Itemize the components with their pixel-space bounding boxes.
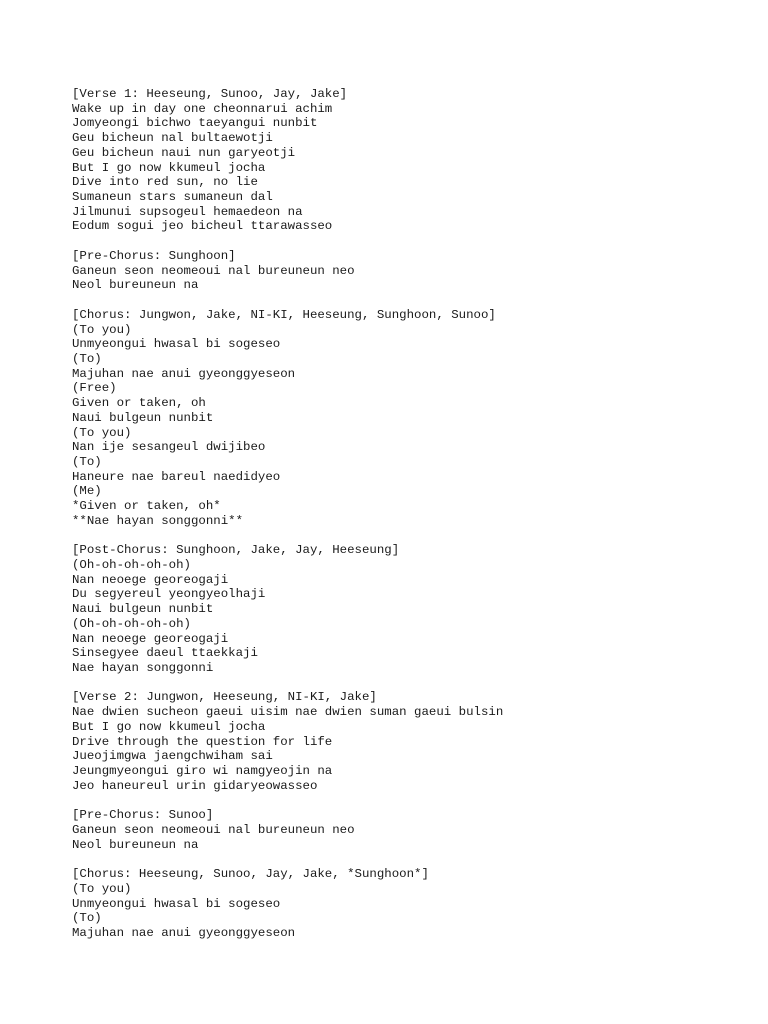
lyric-line: Sumaneun stars sumaneun dal bbox=[72, 190, 273, 205]
lyric-line: Ganeun seon neomeoui nal bureuneun neo bbox=[72, 822, 355, 837]
lyric-line: (Oh-oh-oh-oh-oh) bbox=[72, 558, 191, 572]
section-header: [Verse 1: Heeseung, Sunoo, Jay, Jake] bbox=[72, 87, 348, 101]
lyric-line: (To you) bbox=[72, 881, 132, 896]
lyric-line: Geu bicheun nal bultaewotji bbox=[72, 131, 273, 146]
lyric-line: But I go now kkumeul jocha bbox=[72, 719, 266, 734]
lyrics-section-post-chorus bbox=[72, 543, 752, 675]
lyric-line: Nan ije sesangeul dwijibeo bbox=[72, 440, 266, 455]
lyric-line: Du segyereul yeongyeolhaji bbox=[72, 587, 266, 602]
section-header: [Verse 2: Jungwon, Heeseung, NI-KI, Jake] bbox=[72, 690, 377, 705]
lyric-line: Nae dwien sucheon gaeui uisim nae dwien suman gaeui bulsin bbox=[72, 705, 504, 720]
lyric-line: But I go now kkumeul jocha bbox=[72, 160, 266, 175]
lyrics-section-verse-1 bbox=[72, 87, 752, 234]
lyric-line: (Free) bbox=[72, 381, 117, 396]
lyrics-section-chorus-1 bbox=[72, 308, 752, 529]
lyrics-section-pre-chorus-1 bbox=[72, 249, 752, 293]
lyric-line: Given or taken, oh bbox=[72, 396, 206, 411]
lyric-line: (To) bbox=[72, 351, 102, 366]
lyric-line: Jeo haneureul urin gidaryeowasseo bbox=[72, 778, 318, 793]
lyric-line: Nan neoege georeogaji bbox=[72, 572, 229, 587]
lyric-line: (Me) bbox=[72, 484, 102, 499]
lyric-line: Jilmunui supsogeul hemaedeon na bbox=[72, 204, 303, 219]
lyric-line: Majuhan nae anui gyeonggyeseon bbox=[72, 925, 296, 940]
lyric-line: Eodum sogui jeo bicheul ttarawasseo bbox=[72, 219, 333, 234]
lyrics-section-chorus-2 bbox=[72, 867, 752, 941]
lyric-line: (To you) bbox=[72, 425, 132, 440]
lyrics-document bbox=[72, 87, 752, 955]
lyric-line: Geu bicheun naui nun garyeotji bbox=[72, 145, 296, 160]
lyric-line: (Oh-oh-oh-oh-oh) bbox=[72, 616, 191, 631]
section-header: [Pre-Chorus: Sunghoon] bbox=[72, 248, 236, 263]
lyric-line: Dive into red sun, no lie bbox=[72, 175, 258, 190]
lyric-line: Jomyeongi bichwo taeyangui nunbit bbox=[72, 116, 318, 131]
lyric-line: Neol bureuneun na bbox=[72, 837, 199, 852]
lyric-line: (To) bbox=[72, 911, 102, 926]
lyric-line: Unmyeongui hwasal bi sogeseo bbox=[72, 896, 281, 911]
section-header: [Chorus: Heeseung, Sunoo, Jay, Jake, *Sunghoon*] bbox=[72, 867, 429, 882]
lyric-line: Wake up in day one cheonnarui achim bbox=[72, 101, 333, 116]
lyric-line: Jueojimgwa jaengchwiham sai bbox=[72, 749, 273, 764]
lyric-line: Nae hayan songgonni bbox=[72, 661, 214, 676]
lyric-line: Neol bureuneun na bbox=[72, 278, 199, 293]
section-header: [Post-Chorus: Sunghoon, Jake, Jay, Heeseung] bbox=[72, 543, 400, 558]
lyric-line: (To you) bbox=[72, 322, 132, 337]
lyric-line: (To) bbox=[72, 454, 102, 469]
lyric-line: Ganeun seon neomeoui nal bureuneun neo bbox=[72, 263, 355, 278]
lyric-line: Haneure nae bareul naedidyeo bbox=[72, 469, 281, 484]
lyric-line: Naui bulgeun nunbit bbox=[72, 602, 214, 617]
lyric-line: Majuhan nae anui gyeonggyeseon bbox=[72, 366, 296, 381]
lyrics-section-verse-2 bbox=[72, 690, 752, 793]
lyrics-section-pre-chorus-2 bbox=[72, 808, 752, 852]
section-header: [Pre-Chorus: Sunoo] bbox=[72, 808, 214, 823]
lyric-line: Naui bulgeun nunbit bbox=[72, 410, 214, 425]
lyric-line: *Given or taken, oh* bbox=[72, 499, 221, 514]
lyric-line: **Nae hayan songgonni** bbox=[72, 513, 244, 528]
lyric-line: Nan neoege georeogaji bbox=[72, 631, 229, 646]
lyric-line: Drive through the question for life bbox=[72, 734, 333, 749]
section-header: [Chorus: Jungwon, Jake, NI-KI, Heeseung, Sunghoon, Sunoo] bbox=[72, 307, 496, 322]
lyric-line: Jeungmyeongui giro wi namgyeojin na bbox=[72, 764, 333, 779]
lyric-line: Sinsegyee daeul ttaekkaji bbox=[72, 646, 258, 661]
lyric-line: Unmyeongui hwasal bi sogeseo bbox=[72, 337, 281, 352]
